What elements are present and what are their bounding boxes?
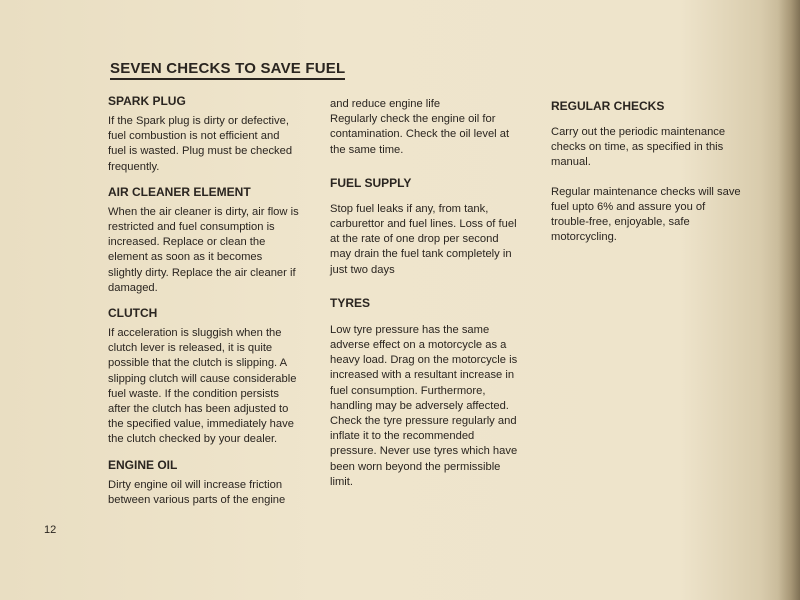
column-3 [551, 99, 756, 255]
spark-plug-text: If the Spark plug is dirty or defective, fuel combustion is not efficient and fuel is wasted. Plug must be checked frequently. [108, 115, 293, 173]
page-number: 12 [44, 524, 57, 536]
clutch-text: If acceleration is sluggish when the clutch lever is released, it is quite possible that the clutch is slipping. A slipping clutch will cause considerable fuel waste. If the condition persists after the clutch has been adjusted to the specified value, immediately have the clutch checked by your dealer. [108, 327, 297, 446]
regular-checks-text-2: Regular maintenance checks will save fuel upto 6% and assure you of trouble-free, enjoyable, safe motorcycling. [551, 185, 741, 244]
section-tyres [330, 296, 530, 490]
section-regular-checks [551, 99, 756, 245]
section-engine-oil-continued [330, 97, 530, 158]
heading-tyres: TYRES [330, 295, 371, 310]
page-title: SEVEN CHECKS TO SAVE FUEL [110, 60, 345, 80]
engine-oil-text: Dirty engine oil will increase friction between various parts of the engine [108, 478, 286, 506]
heading-engine-oil: ENGINE OIL [108, 457, 178, 472]
heading-spark-plug: SPARK PLUG [108, 94, 186, 108]
heading-fuel-supply: FUEL SUPPLY [330, 175, 412, 190]
regular-checks-text-1: Carry out the periodic maintenance checks on time, as specified in this manual. [551, 126, 726, 169]
section-fuel-supply [330, 176, 530, 278]
section-air-cleaner [108, 185, 318, 296]
section-clutch [108, 306, 318, 448]
heading-air-cleaner: AIR CLEANER ELEMENT [108, 184, 251, 199]
fuel-supply-text: Stop fuel leaks if any, from tank, carburettor and fuel lines. Loss of fuel at the rate of one drop per second may drain the fuel tank completely in just two days [330, 202, 517, 276]
heading-clutch: CLUTCH [108, 306, 158, 321]
book-spine-shadow [778, 0, 800, 600]
column-1 [108, 94, 318, 518]
heading-regular-checks: REGULAR CHECKS [551, 99, 665, 113]
section-engine-oil [108, 458, 318, 508]
tyres-text: Low tyre pressure has the same adverse effect on a motorcycle as a heavy load. Drag on the motorcycle is increased with a resultant increase in fuel consumption. Furthermore, handling may be adversely affected. Check the tyre pressure regularly and inflate it to the recommended pressure. Never use tyres which have been worn beyond the permissible limit. [330, 323, 518, 488]
engine-oil-continued-text: and reduce engine life Regularly check the engine oil for contamination. Check the oil level at the same time. [330, 98, 510, 156]
section-spark-plug [108, 94, 318, 175]
air-cleaner-text: When the air cleaner is dirty, air flow is restricted and fuel consumption is increased. Replace or clean the element as soon as it becomes slightly dirty. Replace the air cleaner if damaged. [108, 205, 299, 294]
column-2 [330, 97, 530, 500]
